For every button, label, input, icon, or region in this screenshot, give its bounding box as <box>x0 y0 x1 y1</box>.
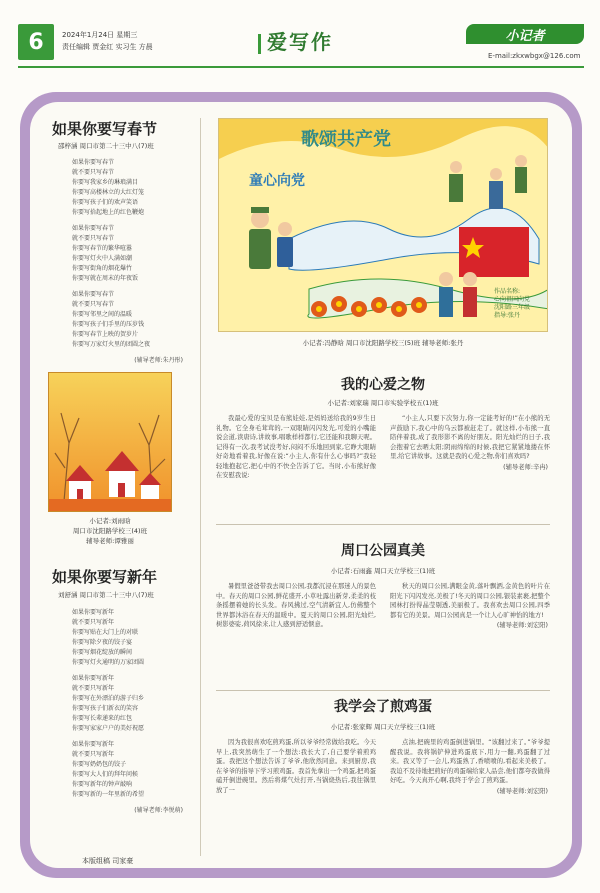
poem2-teacher: (辅导老师:李悦萌) <box>134 807 183 814</box>
poem-line: 你要写长辈递来的红包 <box>72 715 133 722</box>
drawing-signature-line: 沈阳路三年级 <box>494 304 531 311</box>
poem-line: 你要写邻里之间的温暖 <box>72 311 133 318</box>
poem2-stanza <box>60 740 185 800</box>
section-title-text: 爱写作 <box>267 30 333 54</box>
article3-col1-text: 因为我很喜欢吃煎鸡蛋,所以爷爷经常做给我吃。今天早上,我突然萌生了一个想法:我长大了,自己要学着煎鸡蛋。我把这个想法告诉了爷爷,他欣然同意。来到厨房,我在爷爷的指导下学习煎鸡蛋。我首先拿出一个鸡蛋,把鸡蛋磕开倒进碗里。然后将煤气灶打开,当锅烧热后,我往锅里放了一 <box>216 739 376 794</box>
article1-col2 <box>390 414 550 472</box>
article2-col2-text: 秋天的周口公园,满眼金黄,落叶飘洒,金黄色的叶片在阳光下闪闪发亮,美极了!冬天的周口公园,银装素裹,把整个园林打扮得晶莹剔透,美丽极了。我喜欢去周口公园,四季都有它的美景。周口公园真是一个让人心旷神怡的地方! <box>390 583 550 619</box>
poem-line: 你要写我家乡的琳琅满目 <box>72 179 139 186</box>
poem-line: 你要写孩子们新衣的笑容 <box>72 705 139 712</box>
poem2-stanza <box>60 608 185 668</box>
poem1-body <box>60 158 185 366</box>
article-divider <box>216 690 550 691</box>
email-address: E-mail:zkxwbgx@126.com <box>488 52 581 60</box>
article2-col1 <box>216 582 376 631</box>
article1-title: 我的心爱之物 <box>341 377 425 393</box>
poem-line: 你要写灯火通明的万家团圆 <box>72 659 145 666</box>
poem-line: 你要写就在周末的年夜饭 <box>72 275 139 282</box>
drawing-sunset-houses <box>48 372 172 512</box>
poem-line: 你要写新年的钟声敲响 <box>72 781 133 788</box>
poem1-title: 如果你要写春节 <box>52 120 158 138</box>
section-title <box>258 26 333 55</box>
poem2-byline: 刘舒涵 周口市第二十三中八(7)班 <box>58 591 154 599</box>
poem1-stanza <box>60 290 185 350</box>
article2-teacher: (辅导老师:刘宏阳) <box>496 622 548 629</box>
column-divider <box>200 118 201 856</box>
article3-title: 我学会了煎鸡蛋 <box>334 699 432 715</box>
poem-line: 就不要只写春节 <box>72 235 115 242</box>
poem-line: 你要写春节的繁华喧嚣 <box>72 245 133 252</box>
editors-line: 责任编辑 贾金红 实习生 方晨 <box>62 43 153 51</box>
date-line: 2024年1月24日 星期三 <box>62 31 138 39</box>
article3-col2 <box>390 738 550 796</box>
drawing-left-caption <box>48 516 172 546</box>
drawing-slogan-text: 童心向党 <box>249 173 305 189</box>
poem-line: 你要写新的一年里新的希望 <box>72 791 145 798</box>
page-number: 6 <box>18 24 54 60</box>
article3-byline: 小记者:张家辉 周口天立学校三(1)班 <box>330 723 436 731</box>
article1-teacher: (辅导老师:辛冉) <box>503 463 548 471</box>
drawing-signature-line: 指导:张丹 <box>494 312 521 319</box>
section-bar <box>258 34 261 54</box>
poem2-title: 如果你要写新年 <box>52 568 158 586</box>
drawing-signature-line: 心向祖国向党 <box>494 296 531 303</box>
poem-line: 你要写奶奶包的饺子 <box>72 761 127 768</box>
page-header <box>0 0 600 70</box>
poem-line: 你要写街角的烟花爆竹 <box>72 265 133 272</box>
poem-line: 你要写贴在大门上的对联 <box>72 629 139 636</box>
poem-line: 如果你要写新年 <box>72 741 115 748</box>
brand-logo: 小记者 <box>466 24 584 44</box>
poem1-teacher: (辅导老师:朱丹彤) <box>134 357 183 364</box>
poem-line: 就不要只写春节 <box>72 169 115 176</box>
poem-line: 如果你要写春节 <box>72 225 115 232</box>
header-rule <box>18 66 584 68</box>
poem-line: 如果你要写新年 <box>72 609 115 616</box>
poem-line: 你要写高楼林立的大红灯笼 <box>72 189 145 196</box>
article2-col1-text: 暑假里爸爸带我去周口公园,我都沉浸在那迷人的景色中。春天的周口公园,鲜花盛开,小草吐露出新芽,柔柔的枝条摇摆着她的长头发。春风拂过,空气清新宜人,仿佛整个世界都沐浴在春天的温暖中。夏天的周口公园,阳光灿烂,树影婆娑,荷风徐来,让人感到舒适惬意。 <box>216 583 376 628</box>
drawing-praise-party <box>218 118 548 332</box>
poem-line: 你要写烟花绽放的瞬间 <box>72 649 133 656</box>
poem-line: 就不要只写春节 <box>72 301 115 308</box>
poem1-stanza <box>60 158 185 218</box>
poem-line: 你要写除夕夜的饺子宴 <box>72 639 133 646</box>
poem1-byline: 邵梓涵 周口市第二十三中八(7)班 <box>58 142 154 150</box>
poem-line: 就不要只写新年 <box>72 751 115 758</box>
article1-col1 <box>216 414 376 482</box>
poem2-stanza <box>60 674 185 734</box>
drawing-right-caption: 小记者:冯静晗 周口市沈阳路学校三(5)班 辅导老师:张丹 <box>302 339 464 347</box>
drawing-signature-line: 作品名称: <box>494 288 521 295</box>
article2-byline: 小记者:石雨鑫 周口天立学校三(1)班 <box>330 567 436 575</box>
article1-col2-text: “小主人,只要下次努力,你一定能考好的!”在小熊的无声鼓励下,我心中的乌云都被赶走了。就这样,小布熊一直陪伴着我,成了我形影不离的好朋友。阳光灿烂的日子,我会抱着它去晒太阳;阴雨绵绵的时候,我把它紧紧地搂在怀里,给它讲故事。这就是我的心爱之物,你们喜欢吗? <box>390 415 550 460</box>
poem1-stanza <box>60 224 185 284</box>
poem-line: 就不要只写新年 <box>72 685 115 692</box>
drawing-banner-text: 歌颂共产党 <box>301 129 391 150</box>
poem-line: 你要写拾起地上的红色鞭炮 <box>72 209 145 216</box>
caption-reporter: 小记者:刘雨晗 <box>89 517 131 525</box>
poem-line: 你要写在外漂泊的游子归乡 <box>72 695 145 702</box>
article3-col1 <box>216 738 376 796</box>
poem-line: 你要写孩子们手里的压岁钱 <box>72 321 145 328</box>
poem2-body <box>60 608 185 816</box>
page-editor: 本版组稿 司家豪 <box>82 857 134 865</box>
poem-line: 你要写万家灯火里的团圆之夜 <box>72 341 151 348</box>
poem-line: 就不要只写新年 <box>72 619 115 626</box>
article-divider <box>216 524 550 525</box>
poem-line: 如果你要写新年 <box>72 675 115 682</box>
poem-line: 你要写孩子们的欢声笑语 <box>72 199 139 206</box>
poem-line: 你要写大人们的拜年问候 <box>72 771 139 778</box>
article1-byline: 小记者:刘家瑞 周口市实验学校五(1)班 <box>327 399 439 407</box>
article3-teacher: (辅导老师:刘宏阳) <box>496 787 548 795</box>
article2-col2 <box>390 582 550 631</box>
article2-title: 周口公园真美 <box>341 543 425 559</box>
poem-line: 你要写春节上映的贺岁片 <box>72 331 139 338</box>
caption-school: 周口市沈阳路学校三(4)班 <box>72 527 148 535</box>
poem-line: 你要写灯火中人满如潮 <box>72 255 133 262</box>
poem-line: 你要写家家户户的美好祝愿 <box>72 725 145 732</box>
caption-teacher: 辅导老师:谭雅丽 <box>86 537 134 545</box>
article1-col1-text: 我最心爱的宝贝是布熊娃娃,是妈妈送给我的9岁生日礼物。它全身毛茸茸的,一双眼睛闪闪发光,可爱的小嘴能说会道,读唐诗,讲故事,唱歌样样都行,它还能和我聊天呢。记得有一次,我考试没考好,闷闷不乐地回到家,它睁大眼睛好奇地看着我,好像在说:“小主人,你有什么心事吗?”我轻轻地抱起它,把心中的不快全告诉了它。当时,小布熊好像在安慰我说: <box>216 415 376 479</box>
article3-col2-text: 点油,把碗里的鸡蛋倒进锅里。“该翻过来了。”爷爷提醒我说。我将锅铲伸进鸡蛋底下,用力一翻,鸡蛋翻了过来。我又等了一会儿,鸡蛋熟了,香喷喷的,看起来美极了。我迫不及待地把煎好的鸡蛋端给家人品尝,他们都夸我做得好吃。今天真开心啊,我终于学会了煎鸡蛋。 <box>390 739 550 784</box>
poem-line: 如果你要写春节 <box>72 291 115 298</box>
poem-line: 如果你要写春节 <box>72 159 115 166</box>
